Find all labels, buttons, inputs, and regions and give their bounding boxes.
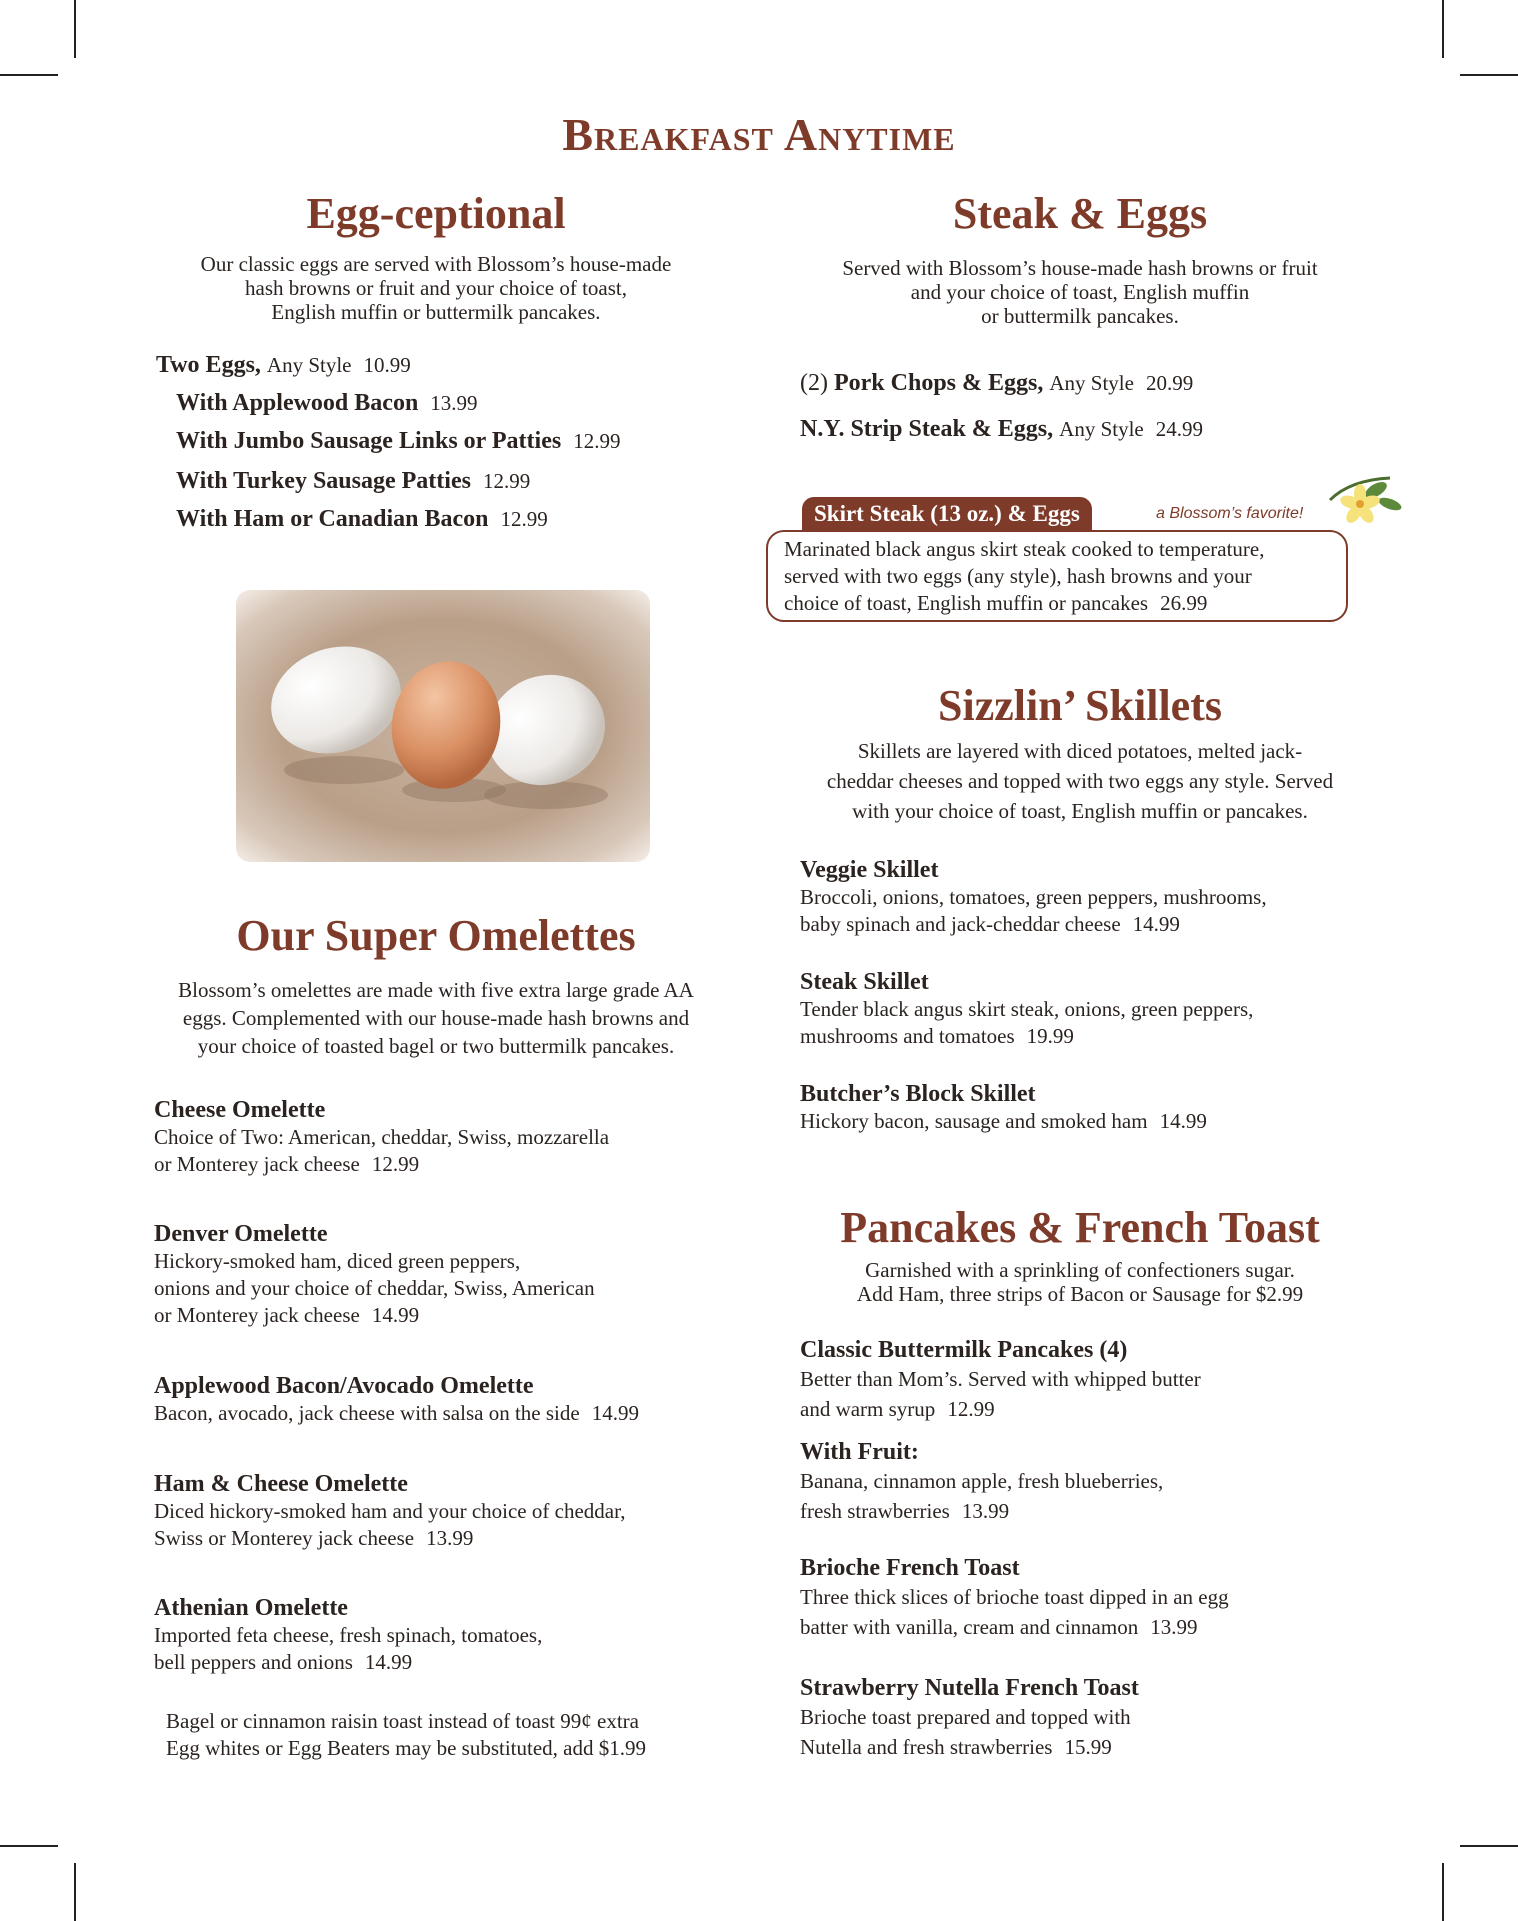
- page-title: Breakfast Anytime: [562, 109, 956, 160]
- white-egg: [257, 630, 415, 770]
- pancakes-intro: Garnished with a sprinkling of confectioners sugar. Add Ham, three strips of Bacon or Sausage for $2.99: [856, 1258, 1304, 1306]
- omelettes-section-title: Our Super Omelettes: [236, 911, 636, 960]
- egg-intro: Our classic eggs are served with Blossom’s house-made hash browns or fruit and your choice of toast, English muffin or buttermilk pancakes.: [200, 252, 672, 324]
- featured-item-desc: Marinated black angus skirt steak cooked to temperature, served with two eggs (any style), hash browns and your choice of toast, English muffin or pancakes 26.99: [784, 537, 1265, 615]
- omelette-item: Applewood Bacon/Avocado Omelette Bacon, avocado, jack cheese with salsa on the side 14.99: [154, 1373, 639, 1425]
- skillet-item: Veggie Skillet Broccoli, onions, tomatoes, green peppers, mushrooms, baby spinach and jack-cheddar cheese 14.99: [800, 857, 1267, 936]
- two-eggs-item: Two Eggs, Any Style 10.99: [156, 352, 411, 378]
- steak-item: N.Y. Strip Steak & Eggs, Any Style 24.99: [800, 416, 1203, 442]
- favorite-tag: a Blossom’s favorite!: [1156, 505, 1304, 522]
- addon-item: With Turkey Sausage Patties 12.99: [176, 468, 531, 494]
- crop-mark: [1442, 1863, 1444, 1921]
- addon-item: With Ham or Canadian Bacon 12.99: [176, 506, 548, 532]
- brown-egg: [382, 653, 511, 798]
- pancakes-section-title: Pancakes & French Toast: [840, 1203, 1320, 1252]
- crop-mark: [1442, 0, 1444, 58]
- pancake-item: Classic Buttermilk Pancakes (4) Better than Mom’s. Served with whipped butter and warm syrup 12.99: [800, 1337, 1201, 1421]
- pancake-item: With Fruit: Banana, cinnamon apple, fresh blueberries, fresh strawberries 13.99: [800, 1439, 1164, 1523]
- omelette-item: Cheese Omelette Choice of Two: American, cheddar, Swiss, mozzarella or Monterey jack cheese 12.99: [154, 1097, 610, 1176]
- featured-item-name: Skirt Steak (13 oz.) & Eggs: [802, 497, 1092, 531]
- pancake-item: Strawberry Nutella French Toast Brioche toast prepared and topped with Nutella and fresh strawberries 15.99: [800, 1675, 1139, 1759]
- eggs-photo: [236, 590, 650, 862]
- omelette-item: Athenian Omelette Imported feta cheese, fresh spinach, tomatoes, bell peppers and onions 14.99: [154, 1595, 543, 1674]
- skillets-intro: Skillets are layered with diced potatoes, melted jack- cheddar cheeses and topped with two eggs any style. Served with your choice of toast, English muffin or pancakes.: [826, 739, 1334, 823]
- steak-intro: Served with Blossom’s house-made hash browns or fruit and your choice of toast, English muffin or buttermilk pancakes.: [842, 256, 1318, 328]
- addon-item: With Applewood Bacon 13.99: [176, 390, 478, 416]
- addon-item: With Jumbo Sausage Links or Patties 12.99: [176, 428, 621, 454]
- crop-mark: [1460, 1845, 1518, 1847]
- crop-mark: [74, 0, 76, 58]
- omelette-item: Denver Omelette Hickory-smoked ham, diced green peppers, onions and your choice of cheddar, Swiss, American or Monterey jack cheese 14.99: [154, 1221, 595, 1327]
- crop-mark: [0, 1845, 58, 1847]
- steak-section-title: Steak & Eggs: [952, 189, 1208, 238]
- skillet-item: Butcher’s Block Skillet Hickory bacon, sausage and smoked ham 14.99: [800, 1081, 1207, 1133]
- steak-item: (2) Pork Chops & Eggs, Any Style 20.99: [800, 370, 1194, 396]
- crop-mark: [1460, 74, 1518, 76]
- crop-mark: [0, 74, 58, 76]
- omelettes-intro: Blossom’s omelettes are made with five extra large grade AA eggs. Complemented with our house-made hash browns and your choice of toasted bagel or two buttermilk pancakes.: [178, 978, 694, 1058]
- skillet-item: Steak Skillet Tender black angus skirt steak, onions, green peppers, mushrooms and tomatoes 19.99: [800, 969, 1254, 1048]
- skillets-section-title: Sizzlin’ Skillets: [938, 681, 1222, 730]
- omelette-notes: Bagel or cinnamon raisin toast instead of toast 99¢ extra Egg whites or Egg Beaters may be substituted, add $1.99: [166, 1709, 646, 1760]
- egg-section-title: Egg-ceptional: [306, 189, 566, 238]
- omelette-item: Ham & Cheese Omelette Diced hickory-smoked ham and your choice of cheddar, Swiss or Monterey jack cheese 13.99: [154, 1471, 626, 1550]
- crop-mark: [74, 1863, 76, 1921]
- pancake-item: Brioche French Toast Three thick slices of brioche toast dipped in an egg batter with vanilla, cream and cinnamon 13.99: [800, 1555, 1229, 1639]
- flower-icon: [1320, 470, 1404, 530]
